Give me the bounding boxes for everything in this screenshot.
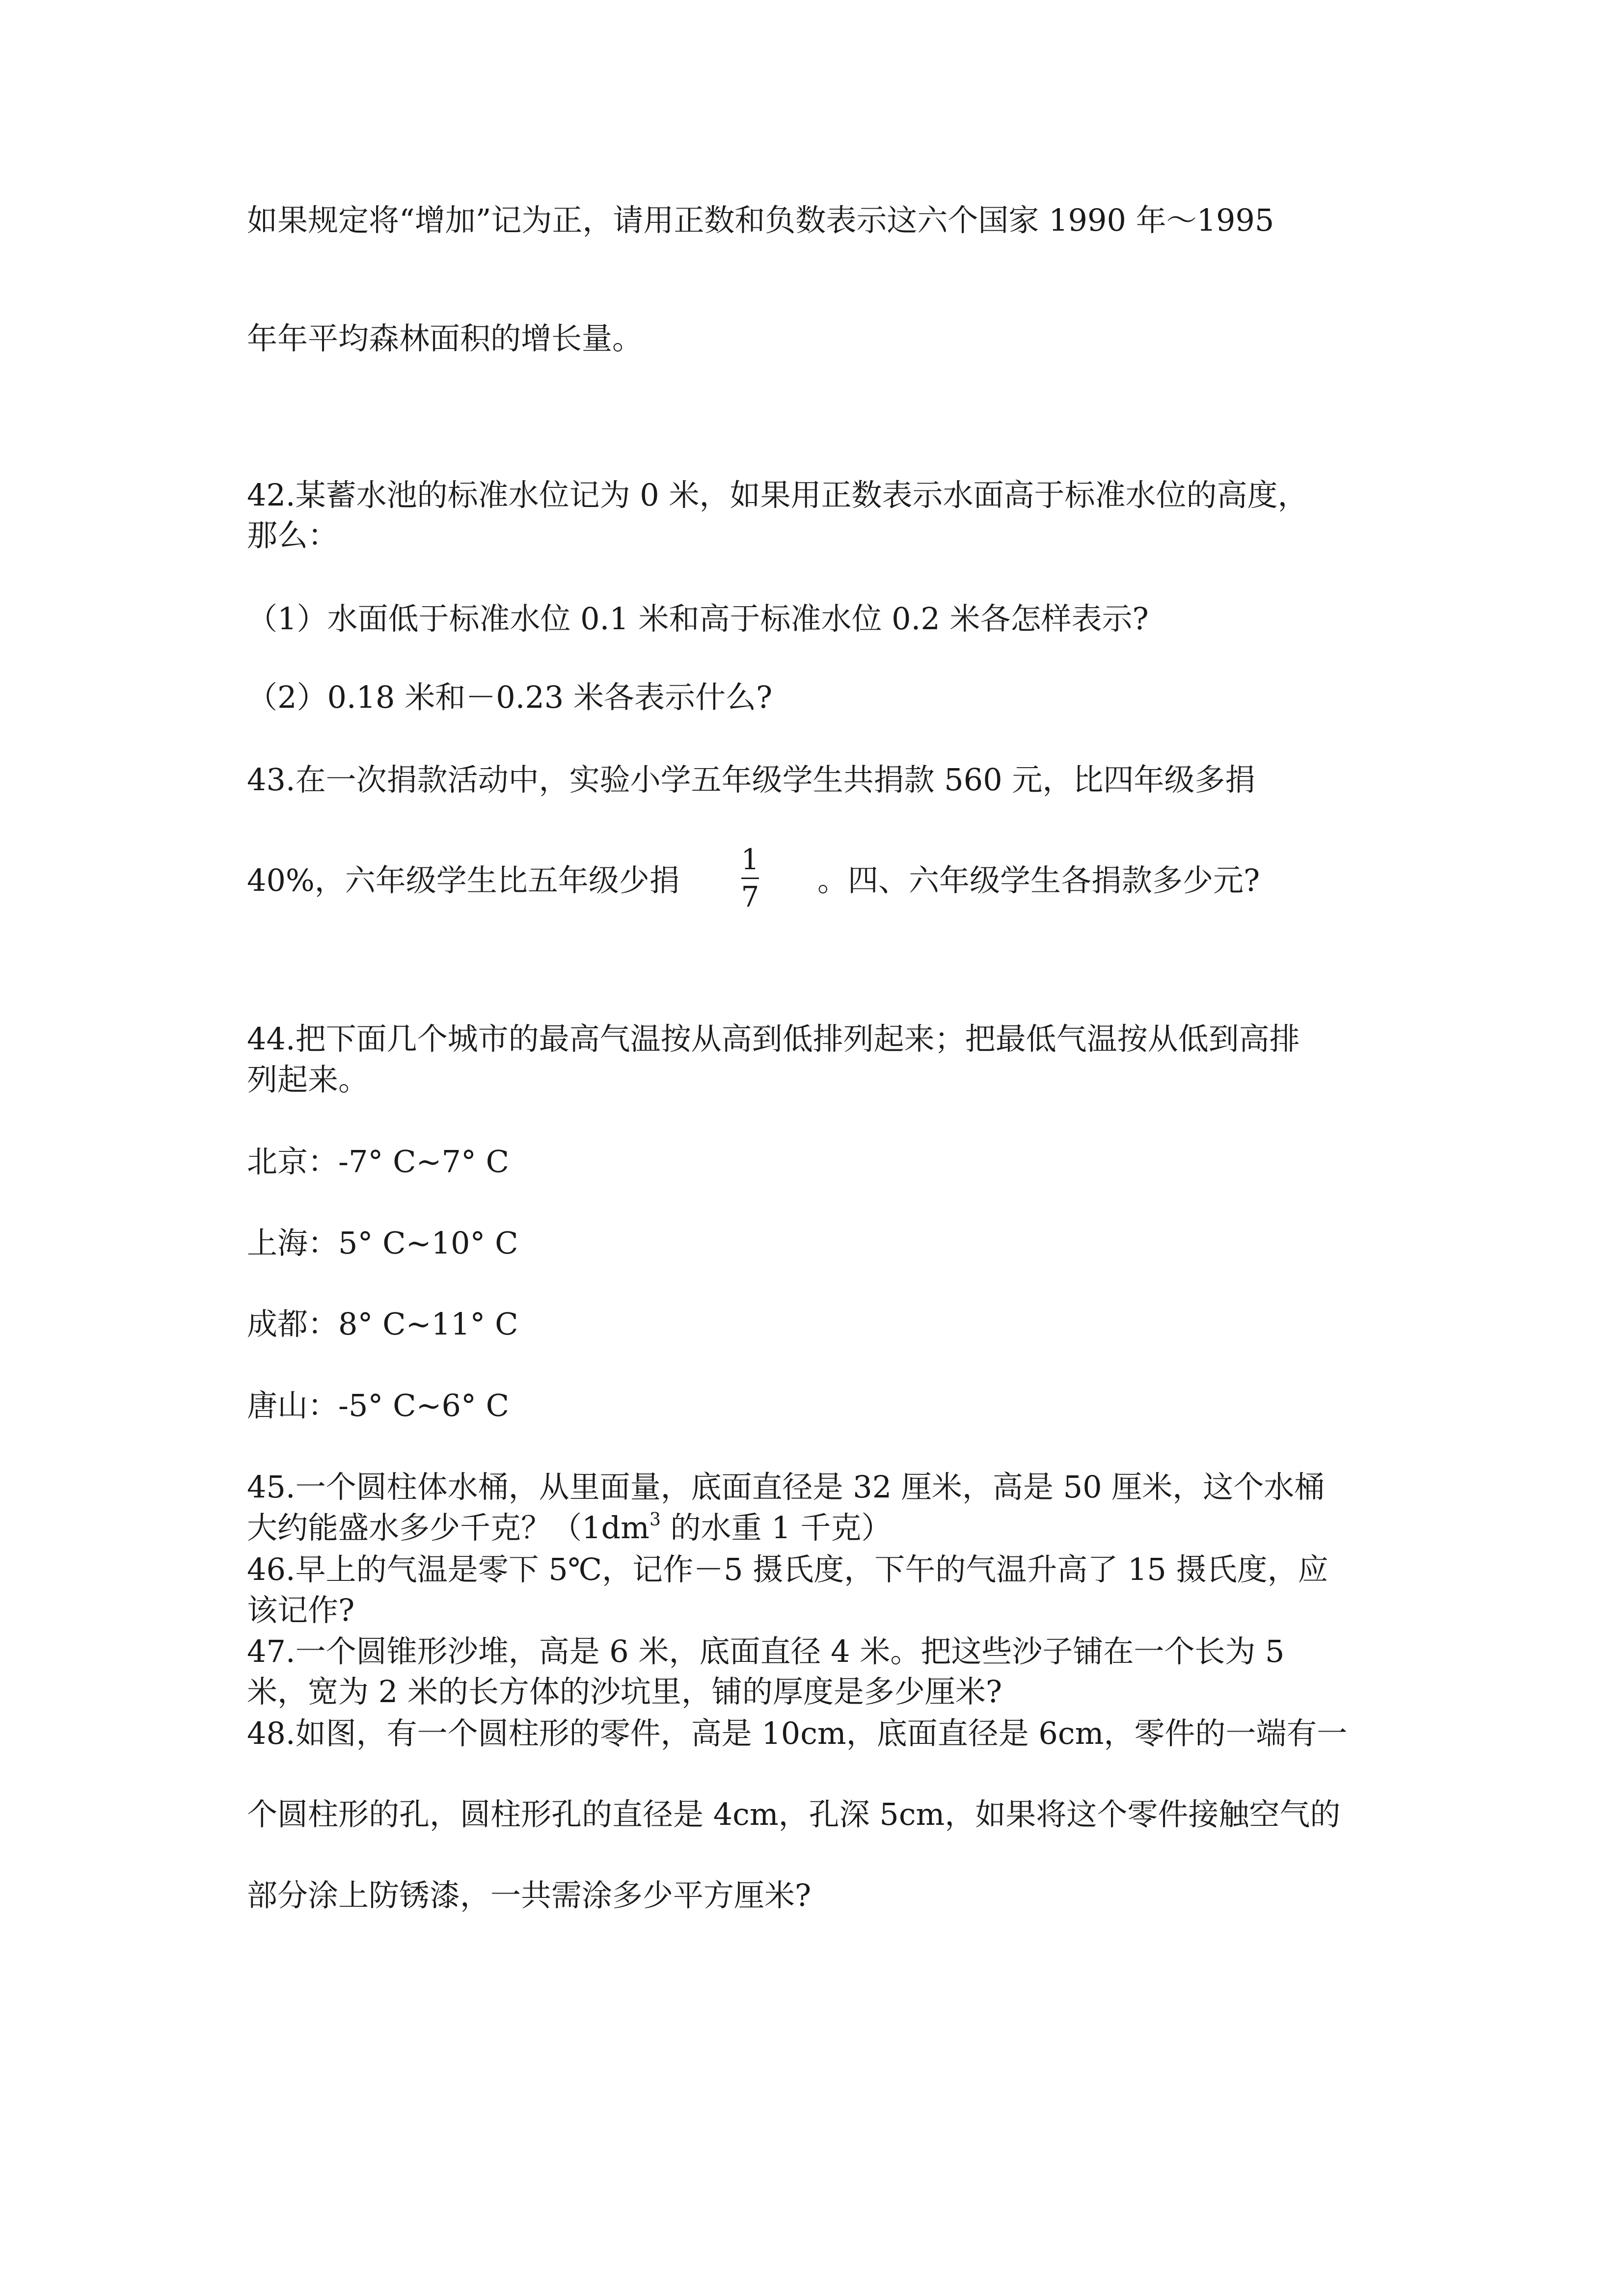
q48-line-1: 48.如图，有一个圆柱形的零件，高是 10cm，底面直径是 6cm，零件的一端有一 bbox=[247, 1715, 1348, 1751]
fraction-numerator: 1 bbox=[741, 843, 759, 876]
q47-line-1: 47.一个圆锥形沙堆，高是 6 米，底面直径 4 米。把这些沙子铺在一个长为 5 bbox=[247, 1633, 1285, 1669]
q46-line-2: 该记作? bbox=[247, 1592, 355, 1628]
q42-line-2: 那么： bbox=[247, 517, 339, 553]
fraction-denominator: 7 bbox=[741, 880, 759, 913]
city-tangshan: 唐山：-5° C~6° C bbox=[247, 1388, 510, 1423]
cubic-superscript: 3 bbox=[649, 1510, 661, 1530]
q45-line-2-after: 的水重 1 千克） bbox=[660, 1510, 892, 1546]
q45-line-2-before: 大约能盛水多少千克？（1dm bbox=[247, 1510, 650, 1546]
q42-part-1: （1）水面低于标准水位 0.1 米和高于标准水位 0.2 米各怎样表示? bbox=[247, 601, 1149, 637]
q44-line-2: 列起来。 bbox=[247, 1062, 369, 1097]
q45-line-1: 45.一个圆柱体水桶，从里面量，底面直径是 32 厘米，高是 50 厘米，这个水桶 bbox=[247, 1469, 1325, 1505]
city-beijing: 北京：-7° C~7° C bbox=[247, 1144, 510, 1179]
intro-line-2: 年年平均森林面积的增长量。 bbox=[247, 320, 643, 356]
q47-line-2: 米，宽为 2 米的长方体的沙坑里，铺的厚度是多少厘米? bbox=[247, 1674, 1002, 1709]
q42-part-2: （2）0.18 米和－0.23 米各表示什么? bbox=[247, 679, 773, 715]
q43-line-2-before: 40%，六年级学生比五年级少捐 bbox=[247, 862, 680, 898]
q42-line-1: 42.某蓄水池的标准水位记为 0 米，如果用正数表示水面高于标准水位的高度， bbox=[247, 477, 1308, 513]
q48-line-2: 个圆柱形的孔，圆柱形孔的直径是 4cm，孔深 5cm，如果将这个零件接触空气的 bbox=[247, 1796, 1341, 1832]
intro-line-1: 如果规定将“增加”记为正，请用正数和负数表示这六个国家 1990 年～1995 bbox=[247, 202, 1274, 238]
q48-line-3: 部分涂上防锈漆，一共需涂多少平方厘米? bbox=[247, 1877, 812, 1913]
fraction-bar bbox=[741, 878, 759, 879]
city-shanghai: 上海：5° C~10° C bbox=[247, 1225, 518, 1261]
q43-line-2-after: 。四、六年级学生各捐款多少元? bbox=[817, 862, 1260, 898]
city-chengdu: 成都：8° C~11° C bbox=[247, 1306, 518, 1342]
q43-line-1: 43.在一次捐款活动中，实验小学五年级学生共捐款 560 元，比四年级多捐 bbox=[247, 762, 1256, 798]
q45-line-2 bbox=[247, 1510, 892, 1546]
fraction-one-seventh bbox=[738, 843, 762, 912]
q46-line-1: 46.早上的气温是零下 5℃，记作－5 摄氏度，下午的气温升高了 15 摄氏度，应 bbox=[247, 1551, 1328, 1587]
q44-line-1: 44.把下面几个城市的最高气温按从高到低排列起来；把最低气温按从低到高排 bbox=[247, 1021, 1300, 1057]
